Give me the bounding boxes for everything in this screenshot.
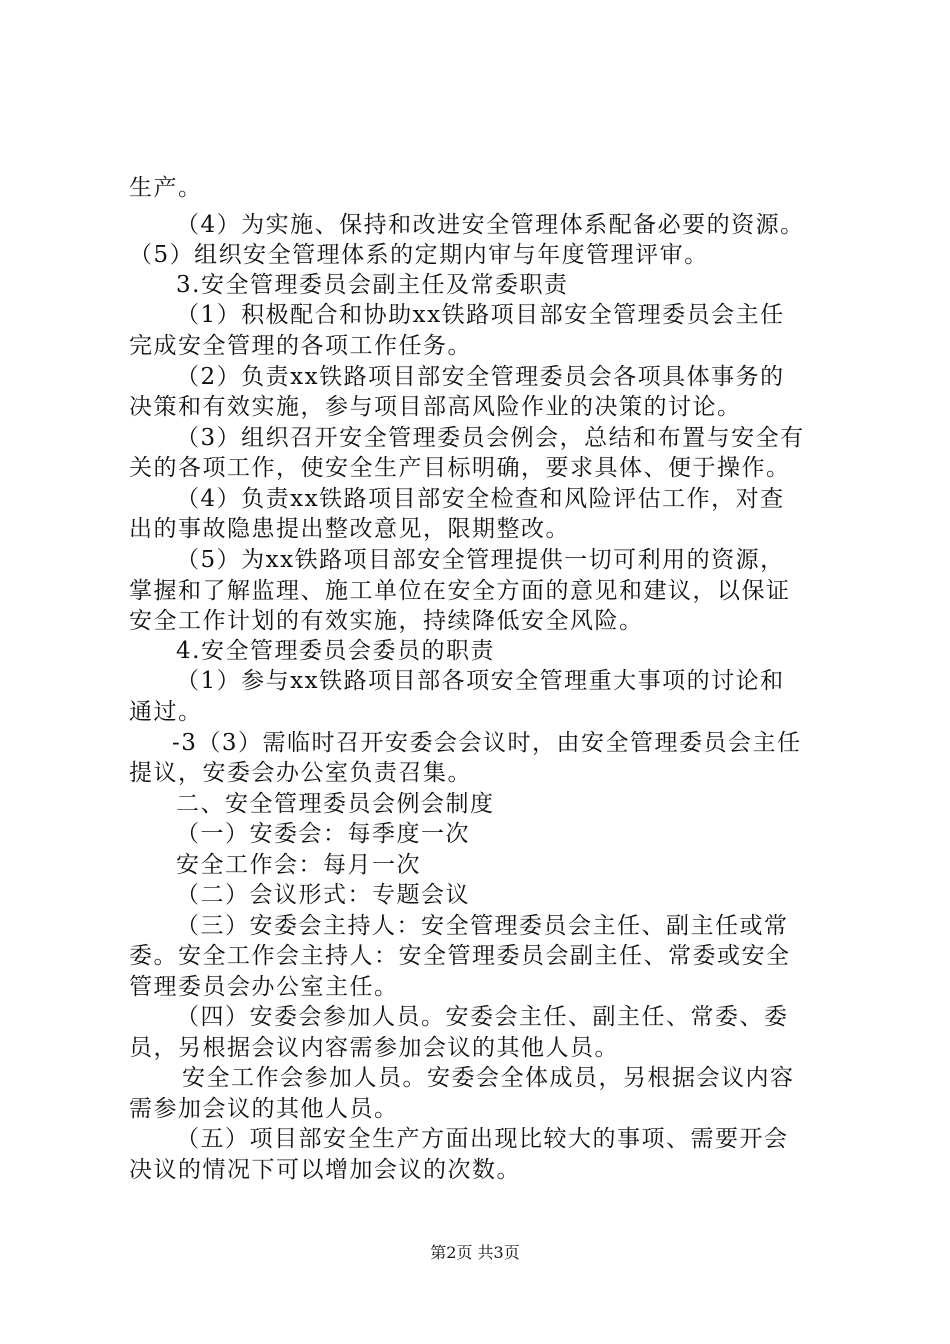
- text-line: 4.安全管理委员会委员的职责: [176, 638, 495, 664]
- text-line: 二、安全管理委员会例会制度: [176, 791, 495, 817]
- text-line: 安全工作会参加人员。安委会全体成员，另根据会议内容: [182, 1065, 795, 1091]
- text-line: 委。安全工作会主持人：安全管理委员会副主任、常委或安全: [129, 943, 791, 969]
- text-line: 提议，安委会办公室负责召集。: [129, 760, 472, 786]
- text-line: -3（3）需临时召开安委会会议时，由安全管理委员会主任: [172, 730, 802, 756]
- text-line: （三）安委会主持人：安全管理委员会主任、副主任或常: [176, 913, 789, 939]
- text-line: 出的事故隐患提出整改意见，限期整改。: [129, 516, 570, 542]
- text-line: （1）参与xx铁路项目部各项安全管理重大事项的讨论和: [176, 668, 785, 694]
- text-line: （二）会议形式：专题会议: [176, 882, 470, 908]
- text-line: 需参加会议的其他人员。: [129, 1096, 399, 1122]
- text-line: （1）积极配合和协助xx铁路项目部安全管理委员会主任: [176, 302, 785, 328]
- text-line: 生产。: [129, 175, 203, 201]
- text-line: 关的各项工作，使安全生产目标明确，要求具体、便于操作。: [129, 455, 791, 481]
- text-line: （五）项目部安全生产方面出现比较大的事项、需要开会: [176, 1126, 789, 1152]
- text-line: 管理委员会办公室主任。: [129, 974, 399, 1000]
- text-line: （四）安委会参加人员。安委会主任、副主任、常委、委: [176, 1004, 789, 1030]
- text-line: （5）组织安全管理体系的定期内审与年度管理评审。: [129, 242, 709, 268]
- text-line: 决策和有效实施，参与项目部高风险作业的决策的讨论。: [129, 394, 742, 420]
- text-line: 安全工作计划的有效实施，持续降低安全风险。: [129, 608, 644, 634]
- page-number-footer: 第2页 共3页: [430, 1243, 520, 1262]
- text-line: 安全工作会：每月一次: [176, 852, 421, 878]
- text-line: （2）负责xx铁路项目部安全管理委员会各项具体事务的: [176, 364, 785, 390]
- text-line: 完成安全管理的各项工作任务。: [129, 333, 472, 359]
- text-line: （5）为xx铁路项目部安全管理提供一切可利用的资源，: [176, 547, 785, 573]
- text-line: （4）为实施、保持和改进安全管理体系配备必要的资源。: [176, 212, 805, 238]
- text-line: （4）负责xx铁路项目部安全检查和风险评估工作，对查: [176, 486, 785, 512]
- text-line: 决议的情况下可以增加会议的次数。: [129, 1157, 521, 1183]
- text-line: 通过。: [129, 699, 203, 725]
- text-line: 3.安全管理委员会副主任及常委职责: [176, 272, 569, 298]
- text-line: （一）安委会：每季度一次: [176, 821, 470, 847]
- text-line: （3）组织召开安全管理委员会例会，总结和布置与安全有: [176, 425, 805, 451]
- text-line: 员，另根据会议内容需参加会议的其他人员。: [129, 1035, 619, 1061]
- text-line: 掌握和了解监理、施工单位在安全方面的意见和建议，以保证: [129, 578, 791, 604]
